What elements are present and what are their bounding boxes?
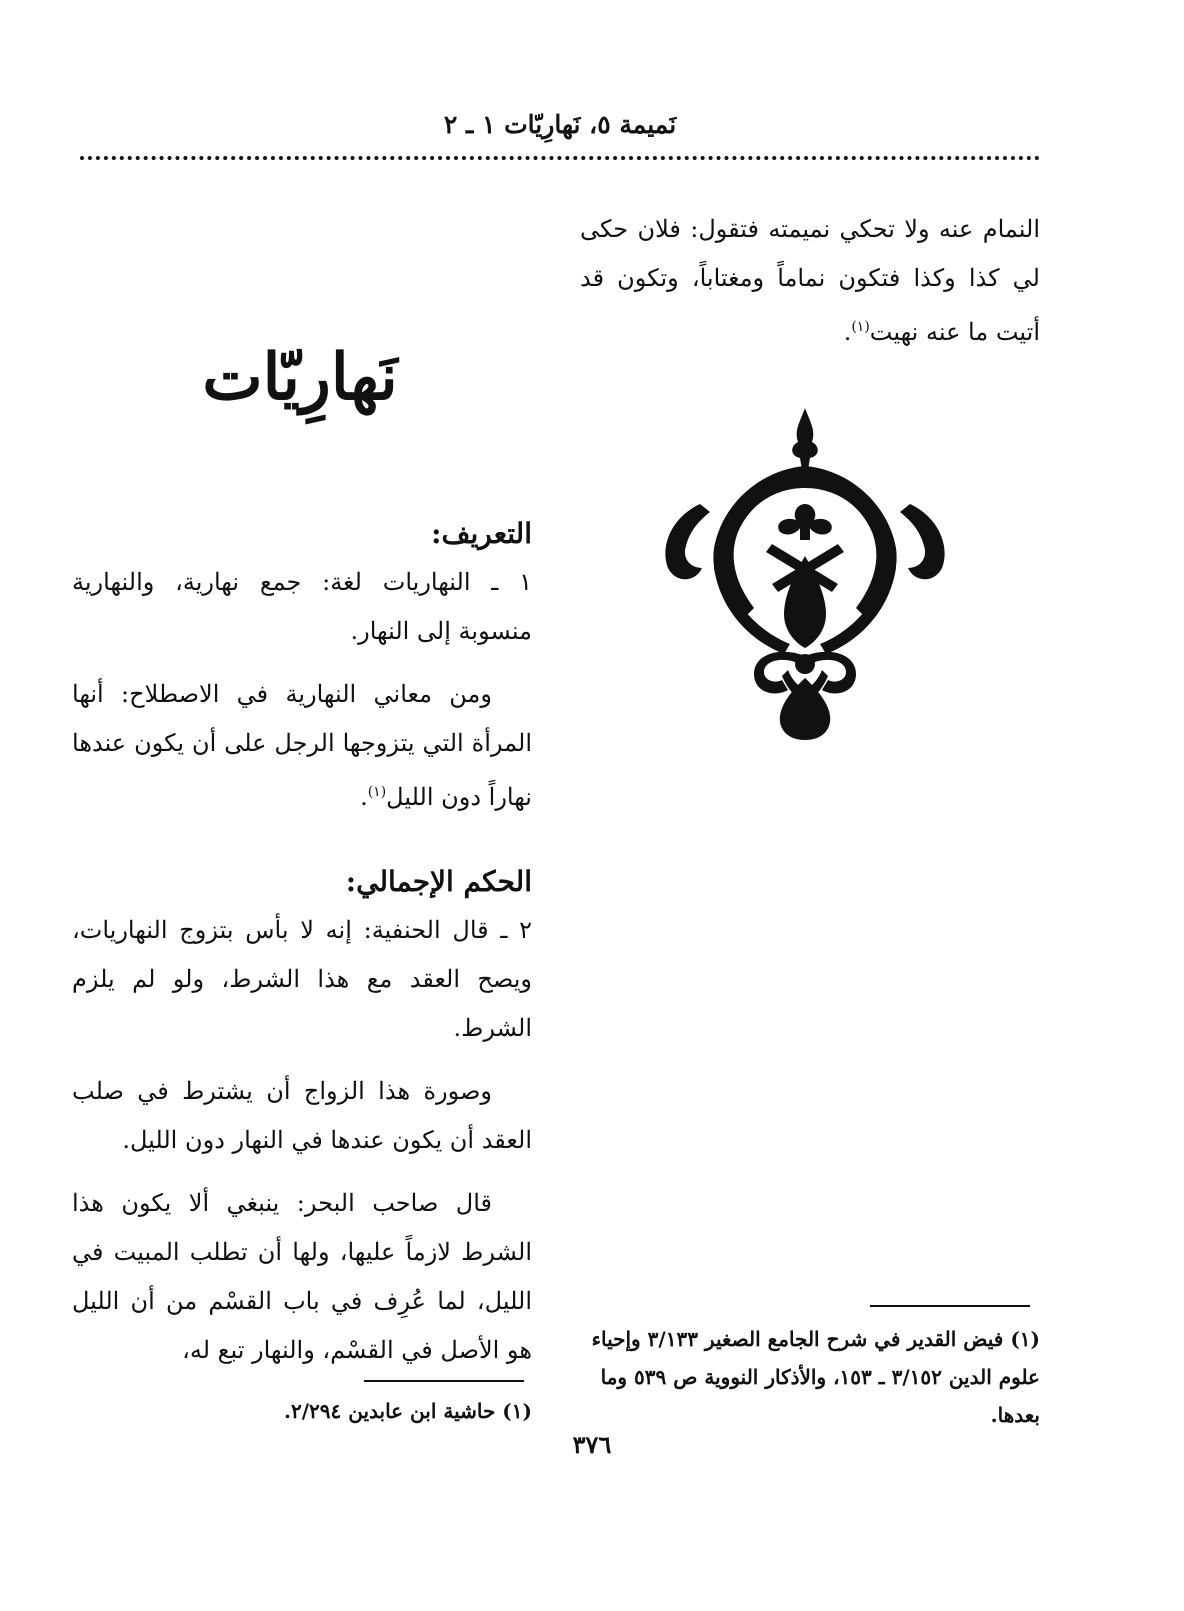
section-heading-ruling: الحكم الإجمالي: (345, 865, 532, 898)
section-heading-definition: التعريف: (431, 517, 532, 550)
paragraph-text: ومن معاني النهارية في الاصطلاح: أنها المرأة التي يتزوجها الرجل على أن يكون عندها نهاراً دون الليل (72, 680, 532, 811)
footnote-separator-left (364, 1380, 524, 1382)
paragraph: وصورة هذا الزواج أن يشترط في صلب العقد أن يكون عندها في النهار دون الليل. (72, 1077, 532, 1154)
running-header: نَميمة ٥، نَهارِيّات ١ ـ ٢ (443, 110, 677, 139)
arabesque-ornament-icon (660, 408, 950, 740)
footnote-text: (١) فيض القدير في شرح الجامع الصغير ٣/١٣٣ وإحياء علوم الدين ٣/١٥٢ ـ ١٥٣، والأذكار النووية ص ٥٣٩ وما بعدها. (591, 1327, 1040, 1427)
footnote-left (72, 1392, 532, 1430)
footnote-text: (١) حاشية ابن عابدين ٢/٢٩٤. (284, 1399, 532, 1423)
entry-title: نَهارِيّات (202, 340, 398, 415)
page-number: ٣٧٦ (572, 1430, 612, 1459)
footnote-ref: (١) (851, 319, 870, 335)
continuation-end: . (843, 318, 852, 346)
continuation-text: النمام عنه ولا تحكي نميمته فتقول: فلان حكى لي كذا وكذا فتكون نماماً ومغتاباً، وتكون قد أتيت ما عنه نهيت (580, 215, 1040, 346)
footnote-separator-right (870, 1305, 1030, 1307)
paragraph: ٢ ـ قال الحنفية: إنه لا بأس بتزوج النهاريات، ويصح العقد مع هذا الشرط، ولو لم يلزم الشرط. (72, 916, 532, 1042)
entry-body (72, 510, 532, 1389)
paragraph (72, 670, 532, 822)
header-dotted-rule (80, 156, 1040, 160)
footnote-ref: (١) (367, 784, 387, 800)
continuation-block (580, 205, 1040, 357)
paragraph: قال صاحب البحر: ينبغي ألا يكون هذا الشرط لازماً عليها، ولها أن تطلب المبيت في الليل، لما عُرِف في باب القسْم من أن الليل هو الأصل في القسْم، والنهار تبع له، (72, 1189, 532, 1364)
paragraph: ١ ـ النهاريات لغة: جمع نهارية، والنهارية منسوبة إلى النهار. (72, 568, 532, 645)
footnote-right (580, 1320, 1040, 1434)
paragraph-end: . (360, 783, 368, 811)
continuation-paragraph (580, 205, 1040, 357)
